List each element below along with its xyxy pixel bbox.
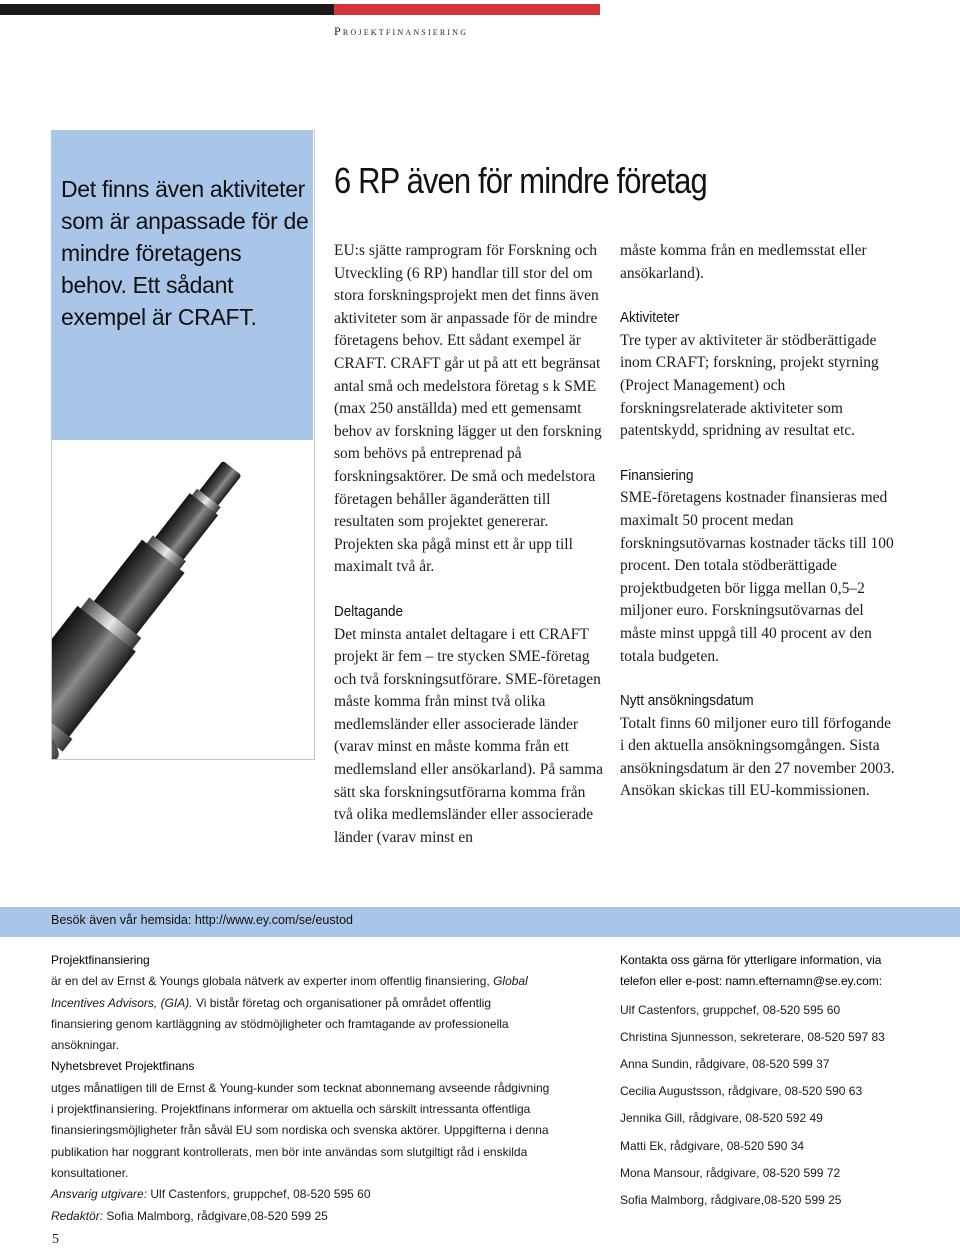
contact-item: Sofia Malmborg, rådgivare,08-520 599 25: [620, 1193, 842, 1208]
footer-utgivare: [51, 1184, 551, 1205]
article-column-left: [334, 240, 606, 849]
contact-item: Anna Sundin, rådgivare, 08-520 599 37: [620, 1057, 830, 1071]
footer-heading-projektfinansiering: Projektfinansiering: [51, 953, 150, 967]
section-heading-finansiering: Finansiering: [620, 466, 694, 484]
footer-redaktor: [51, 1206, 551, 1227]
article-column-right: [620, 240, 898, 803]
section-text-deltagande-continued: måste komma från en medlemsstat eller ansökarland).: [620, 242, 867, 282]
section-heading-ansokningsdatum: Nytt ansökningsdatum: [620, 692, 754, 710]
utgivare-label: Ansvarig utgivare:: [51, 1187, 148, 1202]
utgivare-value: Ulf Castenfors, gruppchef, 08-520 595 60: [147, 1187, 371, 1202]
footer-column-right: [620, 950, 910, 1214]
page-number: 5: [52, 1232, 59, 1247]
contact-item: Mona Mansour, rådgivare, 08-520 599 72: [620, 1165, 841, 1180]
footer-text-a: är en del av Ernst & Youngs globala nätverk av experter inom offentlig finansiering,: [51, 974, 494, 989]
article-title: 6 RP även för mindre företag: [334, 160, 707, 201]
pullquote: Det finns även aktiviteter som är anpassade för de mindre företagens behov. Ett sådant exempel är CRAFT.: [61, 176, 309, 330]
footer-text-nyhetsbrevet: utges månatligen till de Ernst & Young-kunder som tecknat abonnemang avseende rådgivning i projektfinansiering. Projektfinans informerar om aktuella och särskilt intressanta offentliga finansieringsmöjligheter från såväl EU som nordiska och svenska aktörer. Uppgifterna i denna publikation har noggrant kontrollerats, men bör inte användas som slutgiltigt råd i enskilda konsultationer.: [51, 1080, 550, 1180]
footer-text-projektfinansiering: [51, 971, 551, 1056]
footer-heading-nyhetsbrevet: Nyhetsbrevet Projektfinans: [51, 1059, 195, 1074]
redaktor-value: Sofia Malmborg, rådgivare,08-520 599 25: [103, 1208, 328, 1223]
footer-text-b: Vi bistår företag och organisationer på området offentlig finansiering genom kartläggning av stödmöjligheter och framtagande av professionella ansökningar.: [51, 995, 509, 1053]
section-text-deltagande: Det minsta antalet deltagare i ett CRAFT projekt är fem – tre stycken SME-företag och två forskningsutförare. SME-företagen måste komma från minst två olika medlemsländer eller associerade länder (varav minst en måste komma från ett medlemsland eller ansökarland). På samma sätt ska forskningsutförarna komma från två olika medlemsländer eller associerade länder (varav minst en: [334, 625, 604, 846]
section-heading-aktiviteter: Aktiviteter: [620, 309, 680, 327]
contact-item: Ulf Castenfors, gruppchef, 08-520 595 60: [620, 1002, 841, 1017]
contact-item: Matti Ek, rådgivare, 08-520 590 34: [620, 1138, 805, 1153]
intro-paragraph: EU:s sjätte ramprogram för Forskning och Utveckling (6 RP) handlar till stor del om stora forskningsprojekt men det finns även aktiviteter som är anpassade för de mindre företagens behov. Ett sådant exempel är CRAFT. CRAFT går ut på att ett begränsat antal små och medelstora företag s k SME (max 250 anställda) med ett gemensamt behov av forskning lägger ut den forskning som behövs på entreprenad på forskningsaktörer. De små och medelstora företagen behåller äganderätten till resultaten som projektet genererar. Projekten ska pågå minst ett år upp till maximalt två år.: [334, 242, 602, 576]
section-text-finansiering: SME-företagens kostnader finansieras med maximalt 50 procent medan forskningsutövarnas kostnader täcks till 100 procent. Den totala stödberättigade projektbudgeten bör ligga mellan 0,5–2 miljoner euro. Forskningsutövarnas del måste minst uppgå till 40 procent av den totala budgeten.: [620, 489, 894, 665]
contact-heading: Kontakta oss gärna för ytterligare information, via telefon eller e-post: namn.efternamn@se.ey.com:: [620, 953, 883, 989]
contact-item: Christina Sjunnesson, sekreterare, 08-520 597 83: [620, 1029, 885, 1044]
running-head: Projektfinansiering: [334, 24, 469, 38]
footer-text-gia: Global Incentives Advisors, (GIA).: [51, 974, 528, 1010]
header-bar-red: [334, 4, 600, 15]
section-heading-deltagande: Deltagande: [334, 602, 404, 620]
website-link[interactable]: Besök även vår hemsida: http://www.ey.com/se/eustod: [51, 913, 353, 927]
contact-item: Cecilia Augustsson, rådgivare, 08-520 590 63: [620, 1084, 863, 1099]
section-text-ansokningsdatum: Totalt finns 60 miljoner euro till förfogande i den aktuella ansökningsomgången. Sista ansökningsdatum är den 27 november 2003. Ansökan skickas till EU-kommissionen.: [620, 714, 895, 800]
header-bar-black: [0, 4, 334, 15]
redaktor-label: Redaktör:: [51, 1208, 104, 1223]
footer-column-left: [51, 950, 551, 1227]
section-text-aktiviteter: Tre typer av aktiviteter är stödberättigade inom CRAFT; forskning, projekt styrning (Project Management) och forskningsrelaterade aktiviteter som patentskydd, spridning av resultat etc.: [620, 331, 879, 440]
contact-item: Jennika Gill, rådgivare, 08-520 592 49: [620, 1111, 823, 1126]
